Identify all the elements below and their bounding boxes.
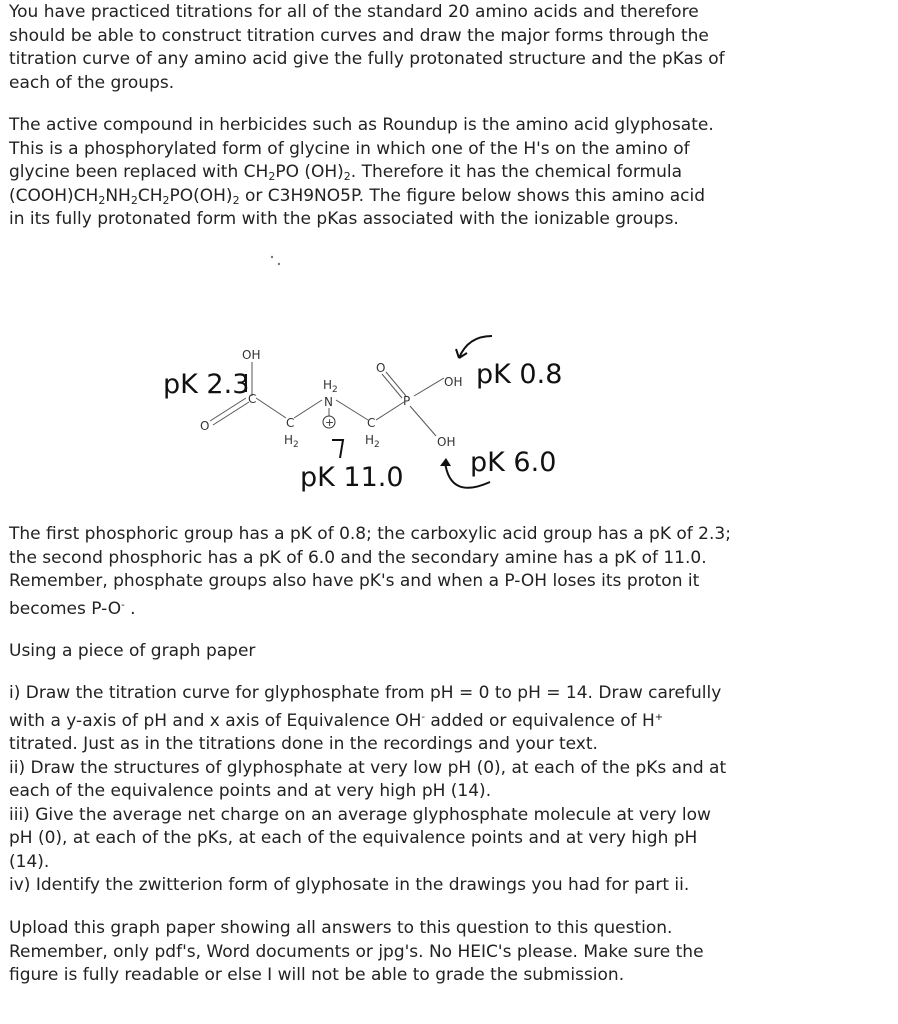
upload-line: Upload this graph paper showing all answers to this question to this question. bbox=[9, 918, 673, 938]
atom-h2-c3 bbox=[365, 433, 380, 450]
text-run: (COOH)CH bbox=[9, 185, 99, 206]
question-iii-line: (14). bbox=[9, 851, 50, 872]
question-iv-line: iv) Identify the zwitterion form of glyphosate in the drawings you had for part ii. bbox=[9, 875, 690, 895]
question-i-line: i) Draw the titration curve for glyphosphate from pH = 0 to pH = 14. Draw carefully bbox=[9, 683, 722, 703]
text-run: PO(OH) bbox=[169, 185, 233, 206]
text-run: PO (OH) bbox=[275, 162, 344, 182]
intro-line: You have practiced titrations for all of the standard 20 amino acids and therefore bbox=[9, 2, 699, 22]
superscript: - bbox=[421, 711, 425, 723]
superscript: + bbox=[654, 711, 664, 723]
intro-line: titration curve of any amino acid give the fully protonated structure and the pKas of bbox=[9, 49, 725, 69]
text-run: becomes P-O bbox=[9, 598, 122, 619]
compound-paragraph bbox=[9, 114, 889, 232]
compound-line bbox=[9, 185, 889, 209]
question-i-line bbox=[9, 710, 889, 734]
subscript: 2 bbox=[268, 170, 276, 183]
atom-h: H bbox=[323, 378, 333, 392]
superscript: - bbox=[121, 599, 125, 611]
question-iii-line: iii) Give the average net charge on an average glyphosphate molecule at very low bbox=[9, 804, 711, 825]
compound-line: The active compound in herbicides such as Roundup is the amino acid glyphosate. bbox=[9, 115, 714, 135]
pk-phosphate2-label: pK 6.0 bbox=[470, 447, 557, 478]
subscript: 2 bbox=[332, 385, 338, 395]
bond-p-o-double bbox=[382, 374, 402, 398]
upload-line: Remember, only pdf's, Word documents or jpg's. No HEIC's please. Make sure the bbox=[9, 941, 704, 962]
bond-n-c3 bbox=[336, 400, 368, 420]
atom-carbon2: C bbox=[286, 416, 295, 430]
upload-line: figure is fully readable or else I will not be able to grade the submission. bbox=[9, 965, 625, 985]
glyphosate-structure-figure bbox=[150, 250, 610, 510]
subscript: 2 bbox=[293, 440, 299, 450]
subscript: 2 bbox=[232, 193, 240, 207]
subscript: 2 bbox=[162, 193, 170, 207]
subscript: 2 bbox=[98, 193, 106, 207]
bond-c2-n bbox=[294, 400, 322, 418]
pk-amine-label: pK 11.0 bbox=[300, 462, 404, 493]
atom-oxygen-top: O bbox=[376, 361, 386, 375]
intro-line: each of the groups. bbox=[9, 72, 175, 93]
text-run: with a y-axis of pH and x axis of Equivalence OH bbox=[9, 710, 422, 731]
compound-line: in its fully protonated form with the pKas associated with the ionizable groups. bbox=[9, 209, 679, 229]
atom-h2-n bbox=[323, 378, 338, 395]
atom-plus: + bbox=[325, 416, 335, 429]
pk-carboxyl-label: pK 2.3 bbox=[163, 369, 250, 400]
subscript: 2 bbox=[343, 170, 351, 183]
atom-carbon3: C bbox=[367, 416, 376, 430]
atom-phosphorus: P bbox=[403, 394, 411, 408]
pk-amine-arrow bbox=[332, 440, 343, 458]
question-iii-line: pH (0), at each of the pKs, at each of the equivalence points and at very high pH bbox=[9, 828, 698, 848]
stray-dot bbox=[278, 263, 280, 265]
pk-phosphate1-label: pK 0.8 bbox=[476, 359, 563, 390]
atom-oh-right: OH bbox=[444, 375, 463, 389]
atom-nitrogen: N bbox=[324, 395, 333, 409]
subscript: 2 bbox=[374, 440, 380, 450]
question-ii-line: each of the equivalence points and at very high pH (14). bbox=[9, 781, 492, 801]
intro-line: should be able to construct titration curves and draw the major forms through the bbox=[9, 25, 709, 46]
pk-line: The first phosphoric group has a pK of 0.8; the carboxylic acid group has a pK of 2.3; bbox=[9, 524, 731, 544]
text-run: glycine been replaced with CH bbox=[9, 162, 269, 182]
text-run: . Therefore it has the chemical formula bbox=[350, 162, 682, 182]
bond-p-oh-bottom bbox=[410, 406, 436, 436]
atom-h2-c2 bbox=[284, 433, 299, 450]
pk-paragraph bbox=[9, 523, 889, 621]
question-i-line: titrated. Just as in the titrations done in the recordings and your text. bbox=[9, 734, 598, 754]
compound-line: This is a phosphorylated form of glycine in which one of the H's on the amino of bbox=[9, 138, 690, 159]
pk-line: the second phosphoric has a pK of 6.0 and the secondary amine has a pK of 11.0. bbox=[9, 547, 707, 568]
bond-c1-c2 bbox=[256, 398, 286, 418]
upload-paragraph bbox=[9, 917, 889, 988]
subscript: 2 bbox=[130, 193, 138, 207]
bond-p-oh bbox=[414, 378, 444, 396]
atom-carbon1: C bbox=[248, 392, 257, 406]
text-run: added or equivalence of H bbox=[424, 710, 655, 731]
bond-c-o bbox=[210, 398, 246, 421]
bond-p-o bbox=[386, 372, 406, 396]
text-run: . bbox=[124, 598, 136, 619]
text-run: or C3H9NO5P. The figure below shows this amino acid bbox=[239, 185, 706, 206]
bond-c3-p bbox=[376, 402, 404, 420]
text-run: NH bbox=[105, 185, 131, 206]
question-ii-line: ii) Draw the structures of glyphosphate at very low pH (0), at each of the pKs and at bbox=[9, 757, 727, 778]
bond-c-o-double bbox=[213, 402, 249, 425]
graph-paper-line: Using a piece of graph paper bbox=[9, 641, 256, 661]
atom-h: H bbox=[284, 433, 294, 447]
text-run: CH bbox=[137, 185, 163, 206]
atom-h: H bbox=[365, 433, 375, 447]
pk-line bbox=[9, 598, 889, 622]
stray-dot bbox=[271, 256, 273, 258]
pk-phosphate2-arrowhead bbox=[440, 458, 451, 466]
atom-oh-top: OH bbox=[242, 348, 261, 362]
atom-oxygen-left: O bbox=[200, 419, 210, 433]
questions-paragraph bbox=[9, 682, 889, 898]
compound-line bbox=[9, 161, 889, 185]
graph-paper-paragraph bbox=[9, 640, 889, 664]
atom-oh-bottom: OH bbox=[437, 435, 456, 449]
pk-line: Remember, phosphate groups also have pK's and when a P-OH loses its proton it bbox=[9, 571, 700, 591]
intro-paragraph bbox=[9, 1, 889, 95]
